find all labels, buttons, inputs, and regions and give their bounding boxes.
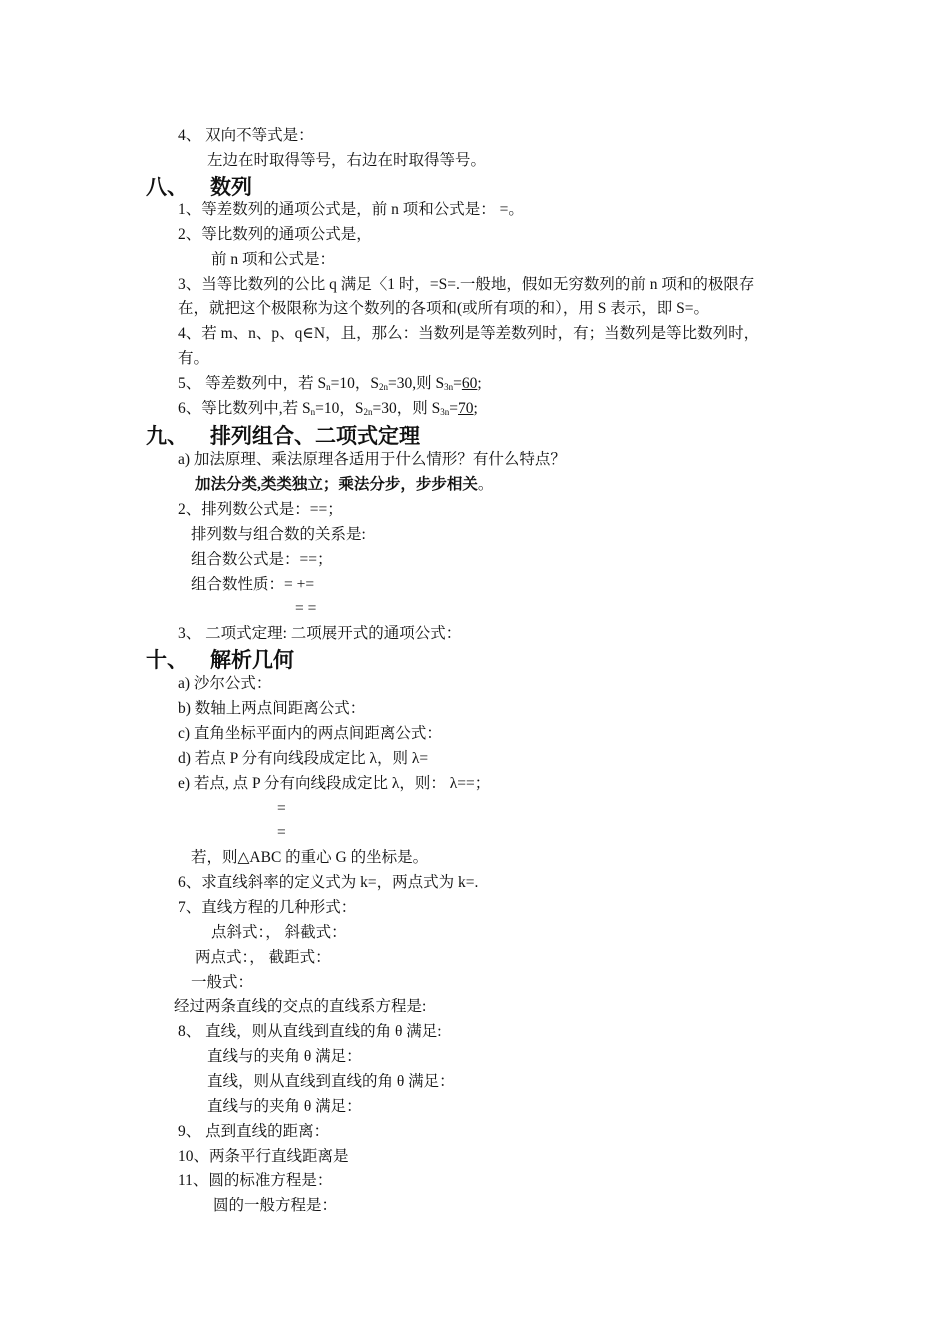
- item-5-arithmetic-example: [178, 374, 482, 394]
- section-10-title: 解析几何: [210, 648, 294, 672]
- item-c-plane-distance: c) 直角坐标平面内的两点间距离公式：: [178, 725, 442, 742]
- item-2-combination-properties-cont: = =: [295, 600, 317, 617]
- item-a-chasles-formula: a) 沙尔公式：: [178, 675, 272, 692]
- section-8-number: 八、: [146, 175, 188, 199]
- text-run: ;: [477, 375, 482, 392]
- item-2-geometric-sequence: 2、等比数列的通项公式是，: [178, 226, 372, 243]
- text-run: ;: [473, 400, 478, 417]
- text-run: 。: [477, 476, 494, 493]
- item-4-equality-condition: 左边在时取得等号，右边在时取得等号。: [207, 152, 487, 169]
- answer: 70: [458, 400, 474, 417]
- item-2-permutation-combination-relation: 排列数与组合数的关系是:: [191, 526, 366, 543]
- item-e-x-coordinate: =: [277, 800, 286, 817]
- subscript: 2n: [379, 382, 388, 392]
- item-8-included-angle-2: 直线与的夹角 θ 满足：: [207, 1098, 362, 1115]
- item-e-section-point: e) 若点, 点 P 分有向线段成定比 λ，则： λ==；: [178, 775, 491, 792]
- item-3-binomial-theorem: 3、 二项式定理: 二项展开式的通项公式：: [178, 625, 462, 642]
- item-4-sequence-property-line2: 有。: [178, 350, 210, 367]
- section-9-number: 九、: [146, 424, 188, 448]
- answer: 60: [461, 375, 478, 392]
- text-run: =10，S: [315, 400, 364, 417]
- item-7-line-family: 经过两条直线的交点的直线系方程是:: [174, 998, 427, 1015]
- subscript: 2n: [363, 407, 373, 417]
- item-7-line-equation-forms: 7、直线方程的几种形式：: [178, 899, 357, 916]
- text-run: =10，S: [330, 375, 379, 392]
- item-6-geometric-example: [178, 399, 478, 419]
- item-7-general-form: 一般式：: [191, 974, 254, 991]
- subscript: 3n: [440, 407, 450, 417]
- text-run: =: [453, 375, 462, 392]
- centroid-coordinates: 若，则△ABC 的重心 G 的坐标是。: [191, 849, 429, 866]
- item-2-geometric-sum: 前 n 项和公式是：: [211, 251, 336, 268]
- item-1-arithmetic-sequence: 1、等差数列的通项公式是，前 n 项和公式是： =。: [178, 201, 524, 218]
- item-3-infinite-sum-line1: 3、当等比数列的公比 q 满足〈1 时，=S=.一般地，假如无穷数列的前 n 项和的极限存: [178, 276, 755, 293]
- item-8-angle-between-lines: 8、 直线，则从直线到直线的角 θ 满足:: [178, 1023, 442, 1040]
- text-run: =30,则 S: [388, 375, 445, 392]
- section-9-heading: [146, 423, 420, 449]
- item-8-angle-between-lines-2: 直线，则从直线到直线的角 θ 满足：: [207, 1073, 455, 1090]
- subscript: 3n: [444, 382, 454, 392]
- item-3-infinite-sum-line2: 在，就把这个极限称为这个数列的各项和(或所有项的和），用 S 表示，即 S=。: [178, 300, 710, 317]
- item-9-point-line-distance: 9、 点到直线的距离：: [178, 1123, 330, 1140]
- item-8-included-angle: 直线与的夹角 θ 满足：: [207, 1048, 362, 1065]
- item-7-two-point: 两点式：， 截距式：: [195, 949, 331, 966]
- section-9-title: 排列组合、二项式定理: [210, 424, 420, 448]
- item-4-sequence-property-line1: 4、若 m、n、p、q∈N，且，那么：当数列是等差数列时，有；当数列是等比数列时，: [178, 325, 760, 342]
- item-11-circle-general-equation: 圆的一般方程是：: [213, 1197, 338, 1214]
- item-d-section-ratio: d) 若点 P 分有向线段成定比 λ，则 λ=: [178, 750, 429, 767]
- section-8-heading: [146, 174, 252, 200]
- item-2-combination-properties: 组合数性质：= +=: [191, 576, 315, 593]
- section-10-heading: [146, 647, 294, 673]
- item-a-answer: [195, 475, 493, 495]
- item-e-y-coordinate: =: [277, 824, 286, 841]
- text-run: =30，则 S: [372, 400, 441, 417]
- item-11-circle-standard-equation: 11、圆的标准方程是：: [178, 1172, 333, 1189]
- item-7-point-slope: 点斜式：， 斜截式：: [211, 924, 347, 941]
- item-2-permutation-formula: 2、排列数公式是：==；: [178, 501, 343, 518]
- item-2-combination-formula: 组合数公式是：==；: [191, 551, 333, 568]
- text-run: 6、等比数列中,若 S: [178, 400, 311, 417]
- subscript: n: [310, 407, 316, 417]
- text-run: 5、 等差数列中，若 S: [178, 375, 327, 392]
- bold-answer: 加法分类,类类独立；乘法分步，步步相关: [195, 476, 478, 493]
- item-a-counting-principles: a) 加法原理、乘法原理各适用于什么情形？有什么特点？: [178, 451, 566, 468]
- section-8-title: 数列: [210, 175, 252, 199]
- item-b-number-line-distance: b) 数轴上两点间距离公式：: [178, 700, 366, 717]
- item-10-parallel-lines-distance: 10、两条平行直线距离是: [178, 1148, 349, 1165]
- item-6-slope: 6、求直线斜率的定义式为 k=，两点式为 k=.: [178, 874, 479, 891]
- subscript: n: [326, 382, 331, 392]
- item-4-bidirectional-inequality: 4、 双向不等式是：: [178, 127, 314, 144]
- text-run: =: [449, 400, 458, 417]
- section-10-number: 十、: [146, 648, 188, 672]
